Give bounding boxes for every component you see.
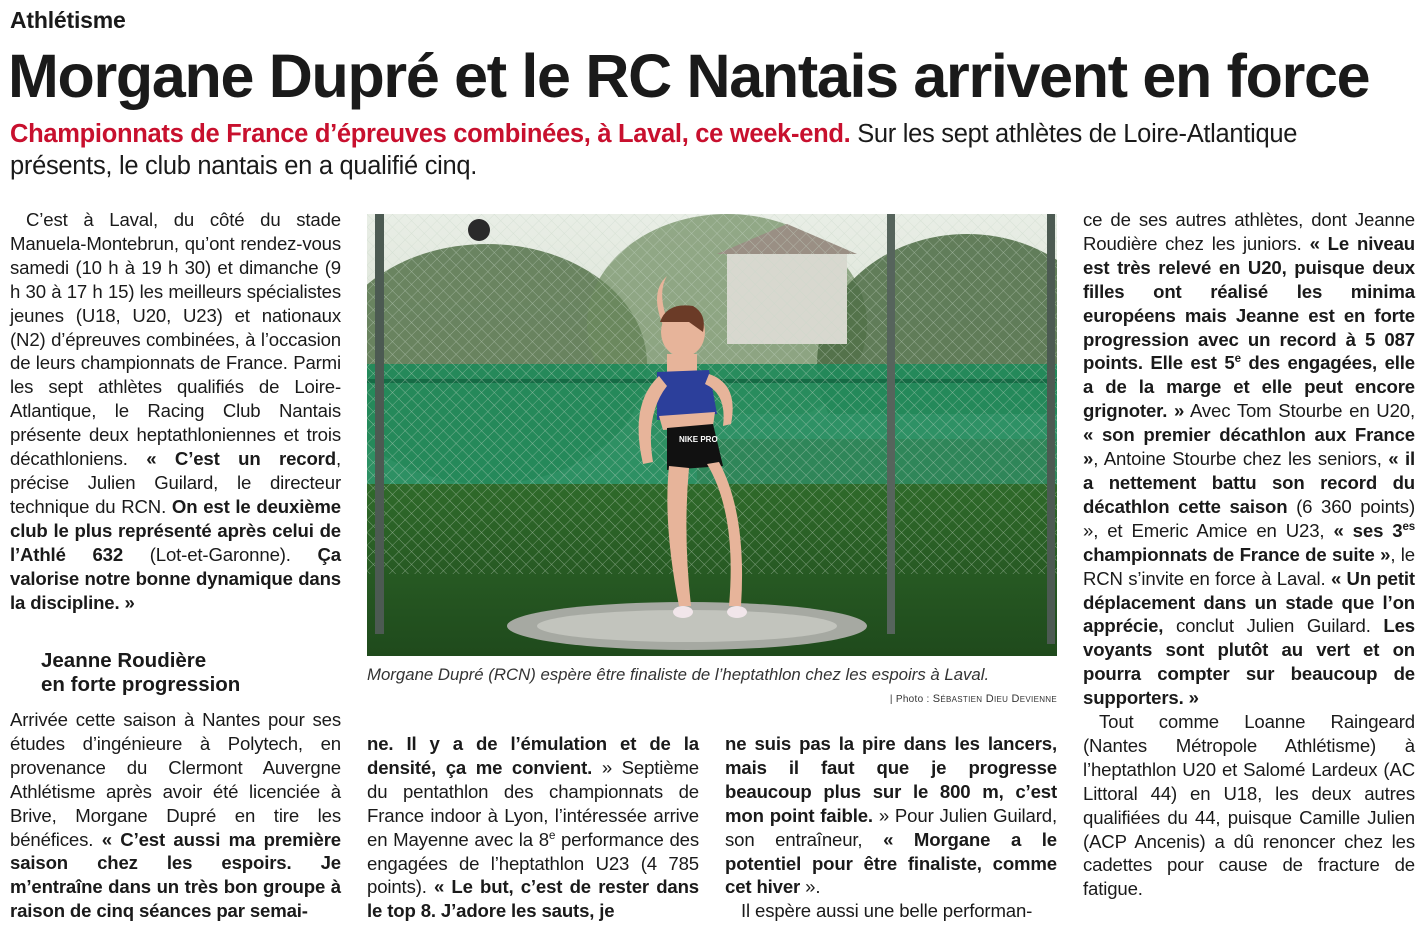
rubric: Athlétisme [10, 7, 126, 33]
quote: des engagées, elle a de la marge et elle peut encore grignoter. » [1083, 352, 1415, 422]
superscript: es [1402, 520, 1415, 533]
text-run: , Antoine Stourbe chez les seniors, [1093, 448, 1389, 470]
standfirst [10, 118, 1310, 182]
intertitle-line: Jeanne Roudière [41, 649, 207, 672]
quote: Les voyants sont plutôt au vert et on pourra compter sur beaucoup de supporters. » [1083, 615, 1415, 709]
text-run: conclut Julien Guilard. [1163, 615, 1384, 637]
quote: « Morgane a le potentiel pour être finaliste, comme cet hiver [725, 828, 1057, 898]
quote: « C’est un record [146, 448, 336, 470]
article-column-1-continued [10, 708, 341, 923]
quote: « Le niveau est très relevé en U20, puisque deux filles ont réalisé les minima européens mais Jeanne est en forte progression avec un record à 5 087 points. Elle est 5 [1083, 232, 1415, 374]
text-run: ». [800, 876, 821, 898]
quote: « Le but, c’est de rester dans le top 8. J’adore les sauts, je [367, 876, 699, 922]
paragraph [10, 708, 341, 923]
credit-name: Sébastien Dieu Devienne [932, 693, 1057, 705]
standfirst-text: Sur les sept athlètes de Loire-Atlantique présents, le club nantais en a qualifié cinq. [10, 120, 1298, 180]
article-column-2 [367, 732, 699, 923]
photo-illustration [367, 214, 1057, 656]
photo-credit [870, 692, 1057, 707]
text-run: ce de ses autres athlètes, dont Jeanne Roudière chez les juniors. [1083, 209, 1415, 254]
article-column-1 [10, 208, 341, 614]
paragraph [10, 208, 341, 614]
quote: ne suis pas la pire dans les lancers, mais il faut que je progresse beaucoup plus sur le 800 m, c’est mon point faible. [725, 733, 1057, 826]
intertitle-line: en forte progression [41, 673, 241, 696]
quote: « ses 3 [1333, 519, 1403, 541]
text-run: » Septième du pentathlon des championnats de France indoor à Lyon, l’intéressée arrive en Mayenne avec la 8 [367, 756, 699, 850]
article-photo [367, 214, 1057, 656]
quote: « C’est aussi ma première saison chez les espoirs. Je m’entraîne dans un très bon groupe à raison de cinq séances par semai- [10, 828, 341, 922]
text-run: , le RCN s’invite en force à Laval. [1083, 543, 1415, 589]
quote: « son premier décathlon aux France » [1083, 424, 1415, 470]
article-column-4 [1083, 208, 1415, 901]
quote: « Un petit déplacement dans un stade que l’on apprécie, [1083, 567, 1415, 637]
text-run: (6 360 points) », et Emeric Amice en U23, [1083, 495, 1415, 541]
text-run: » Pour Julien Guilard, son entraîneur, [725, 804, 1057, 850]
credit-label: | Photo : [889, 694, 930, 705]
paragraph [725, 732, 1057, 899]
paragraph: Il espère aussi une belle performan- [741, 900, 1033, 922]
text-run: C’est à Laval, du côté du stade Manuela-Montebrun, qu’ont rendez-vous samedi (10 h à 19 h 30) et dimanche (9 h 30 à 17 h 15) les meilleurs spécialistes jeunes (U18, U20, U23) et nationaux (N2) d’épreuves combinées, à l’occasion de leurs championnats de France. Parmi les sept athlètes qualifiés de Loire-Atlantique, le Racing Club Nantais présente deux heptathloniennes et trois décathloniens. [10, 209, 341, 470]
quote: Ça valorise notre bonne dynamique dans la discipline. » [10, 543, 341, 613]
standfirst-lead: Championnats de France d’épreuves combinées, à Laval, ce week-end. [10, 120, 851, 148]
text-run: Arrivée cette saison à Nantes pour ses études d’ingénieure à Polytech, en provenance du Clermont Auvergne Athlétisme après avoir été licenciée à Brive, Morgane Dupré en tire les bénéfices. [10, 709, 341, 850]
paragraph [1083, 208, 1415, 710]
superscript: e [548, 829, 556, 842]
quote: On est le deuxième club le plus représenté après celui de l’Athlé 632 [10, 495, 341, 565]
paragraph: Tout comme Loanne Raingeard (Nantes Métropole Athlétisme) à l’heptathlon U20 et Salomé Lardeux (AC Littoral 44) en U18, les deux autres qualifiées du 44, puisque Camille Julien (ACP Ancenis) a dû renoncer chez les cadettes pour cause de fracture de fatigue. [1083, 711, 1415, 900]
headline: Morgane Dupré et le RC Nantais arrivent en force [8, 42, 1370, 110]
text-run: , précise Julien Guilard, le directeur technique du RCN. [10, 448, 341, 517]
intertitle [41, 649, 240, 697]
paragraph [367, 732, 699, 923]
quote: championnats de France de suite » [1083, 543, 1391, 565]
text-run: (Lot-et-Garonne). [123, 543, 318, 565]
quote: ne. Il y a de l’émulation et de la densité, ça me convient. [367, 733, 699, 778]
article-column-3 [725, 732, 1057, 923]
quote: « il a nettement battu son record du décathlon cette saison [1083, 448, 1415, 517]
photo-caption: Morgane Dupré (RCN) espère être finaliste de l’heptathlon chez les espoirs à Laval. [367, 665, 990, 684]
text-run: performance des engagées de l’heptathlon U23 (4 785 points). [367, 828, 699, 898]
superscript: e [1234, 353, 1241, 366]
text-run: Avec Tom Stourbe en U20, [1184, 400, 1415, 422]
top-brand-text: NIKE PRO [679, 435, 718, 444]
